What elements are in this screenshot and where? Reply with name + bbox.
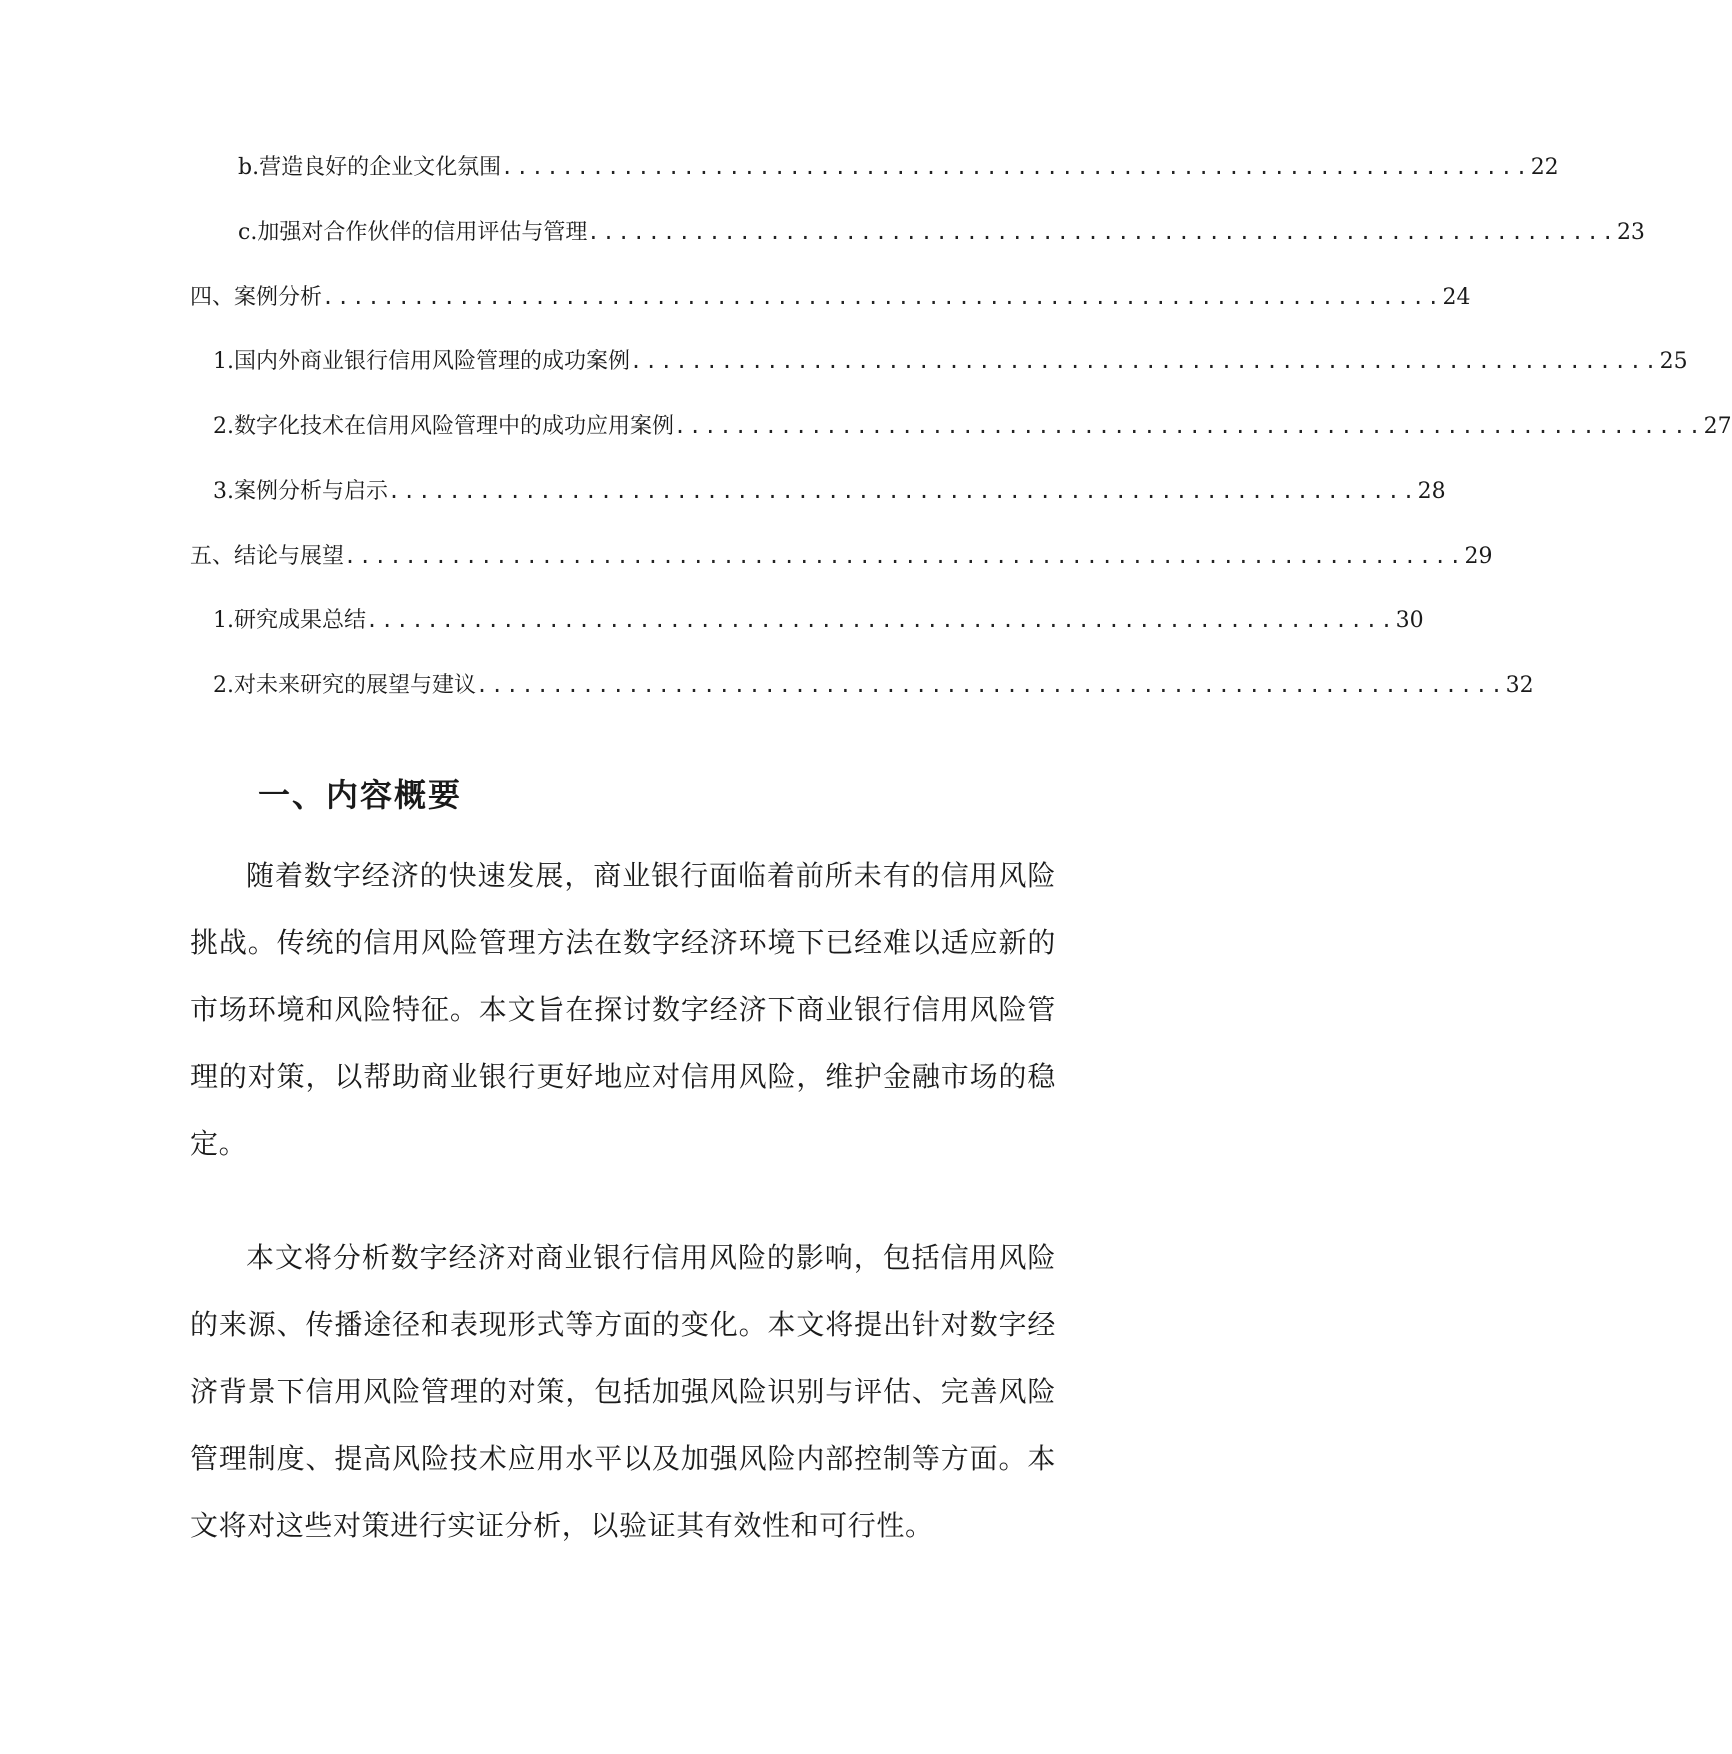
toc-entry[interactable] xyxy=(190,282,1471,313)
toc-dot-leader: .................................................................... xyxy=(388,479,1418,503)
toc-entry-number: 2. xyxy=(213,414,234,439)
toc-entry-page: 32 xyxy=(1505,673,1534,698)
toc-entry[interactable] xyxy=(213,346,1688,377)
section-heading: 一、内容概要 xyxy=(258,776,463,814)
toc-entry-page: 28 xyxy=(1417,479,1446,504)
toc-entry[interactable] xyxy=(213,670,1534,701)
toc-entry-page: 23 xyxy=(1616,220,1645,245)
toc-entry[interactable] xyxy=(190,541,1493,572)
toc-dot-leader: .................................................................... xyxy=(674,414,1704,438)
toc-entry-title: 营造良好的企业文化氛围 xyxy=(259,155,502,180)
toc-entry-title: 案例分析与启示 xyxy=(234,479,389,504)
toc-entry-number: 3. xyxy=(213,479,234,504)
toc-entry-number: 2. xyxy=(213,673,234,698)
toc-dot-leader: .................................................................... xyxy=(366,608,1396,632)
toc-entry-page: 29 xyxy=(1464,544,1493,569)
toc-dot-leader: .................................................................... xyxy=(476,673,1506,697)
body-paragraph: 随着数字经济的快速发展，商业银行面临着前所未有的信用风险挑战。传统的信用风险管理方法在数字经济环境下已经难以适应新的市场环境和风险特征。本文旨在探讨数字经济下商业银行信用风险管理的对策，以帮助商业银行更好地应对信用风险，维护金融市场的稳定。 xyxy=(190,859,1056,1160)
toc-dot-leader: .......................................................................... xyxy=(322,285,1443,309)
body-paragraph: 本文将分析数字经济对商业银行信用风险的影响，包括信用风险的来源、传播途径和表现形式等方面的变化。本文将提出针对数字经济背景下信用风险管理的对策，包括加强风险识别与评估、完善风险管理制度、提高风险技术应用水平以及加强风险内部控制等方面。本文将对这些对策进行实证分析，以验证其有效性和可行性。 xyxy=(190,1241,1056,1542)
toc-entry-page: 24 xyxy=(1442,285,1471,310)
toc-entry-page: 22 xyxy=(1530,155,1559,180)
toc-entry-title: 研究成果总结 xyxy=(234,608,367,633)
toc-entry[interactable] xyxy=(213,605,1424,636)
toc-entry-title: 国内外商业银行信用风险管理的成功案例 xyxy=(234,349,631,374)
toc-dot-leader: .................................................................... xyxy=(587,220,1617,244)
toc-entry-number: 1. xyxy=(213,608,234,633)
toc-entry-number: c. xyxy=(238,220,258,245)
toc-dot-leader: .......................................................................... xyxy=(344,544,1465,568)
toc-entry-page: 25 xyxy=(1659,349,1688,374)
toc-dot-leader: .................................................................... xyxy=(501,155,1531,179)
toc-entry[interactable] xyxy=(238,152,1559,183)
toc-entry-number: b. xyxy=(238,155,260,180)
toc-entry-page: 27 xyxy=(1703,414,1732,439)
toc-entry-title: 数字化技术在信用风险管理中的成功应用案例 xyxy=(234,414,675,439)
toc-entry-title: 五、结论与展望 xyxy=(190,544,345,569)
toc-entry-number: 1. xyxy=(213,349,234,374)
toc-entry[interactable] xyxy=(213,411,1732,442)
toc-entry-page: 30 xyxy=(1395,608,1424,633)
toc-entry-title: 加强对合作伙伴的信用评估与管理 xyxy=(257,220,588,245)
toc-dot-leader: .................................................................... xyxy=(630,349,1660,373)
toc-entry[interactable] xyxy=(213,476,1446,507)
toc-entry-title: 对未来研究的展望与建议 xyxy=(234,673,477,698)
toc-entry[interactable] xyxy=(238,217,1645,248)
toc-entry-title: 四、案例分析 xyxy=(190,285,323,310)
